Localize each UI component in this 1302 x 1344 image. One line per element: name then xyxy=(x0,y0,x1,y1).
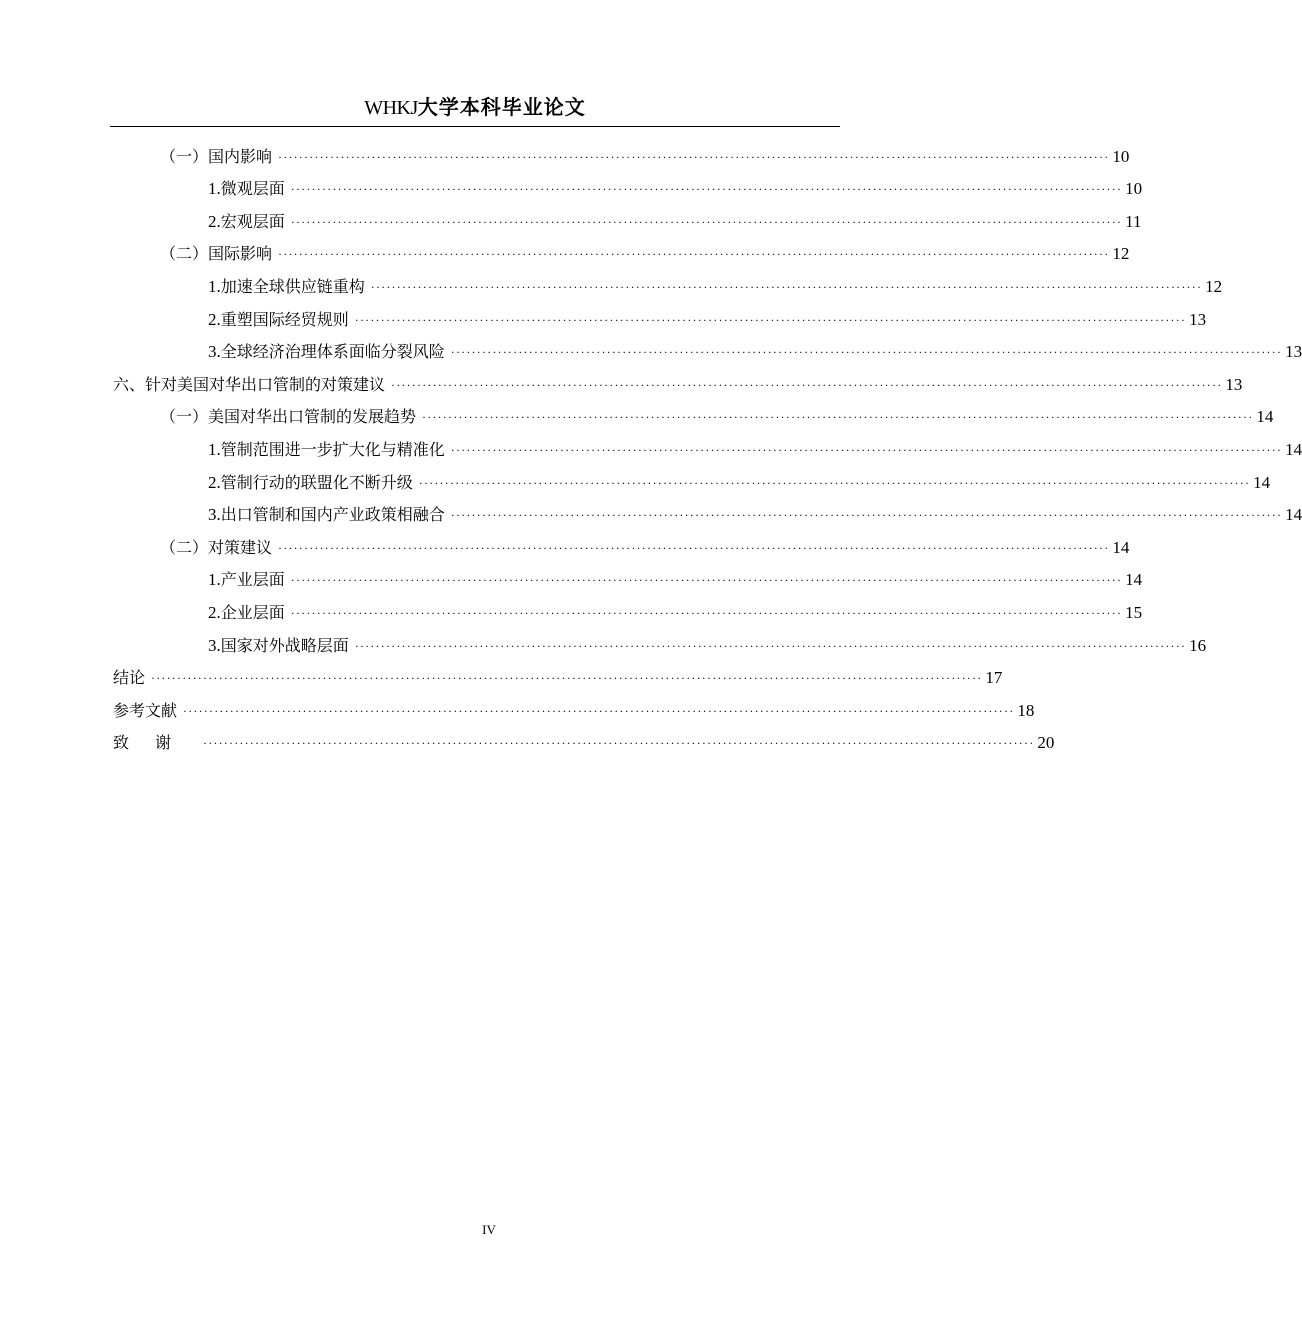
toc-entry-page: 14 xyxy=(1112,537,1130,557)
toc-entry-label: 3.全球经济治理体系面临分裂风险 xyxy=(208,342,445,362)
toc-entry-label: 2.管制行动的联盟化不断升级 xyxy=(208,472,413,492)
toc-leader-dots: ································································································································································ xyxy=(290,573,1123,588)
toc-entry-label: 2.宏观层面 xyxy=(208,211,285,231)
toc-entry-label: 3.出口管制和国内产业政策相融合 xyxy=(208,505,445,525)
toc-entry[interactable] xyxy=(113,690,1035,723)
toc-entry[interactable] xyxy=(113,527,1130,560)
toc-leader-dots: ································································································································································ xyxy=(354,638,1187,653)
toc-leader-dots: ································································································································································ xyxy=(203,736,1035,751)
toc-entry[interactable] xyxy=(113,332,1302,365)
toc-entry-label: 3.国家对外战略层面 xyxy=(208,635,349,655)
header-title-cjk: 大学本科毕业论文 xyxy=(417,95,586,119)
toc-leader-dots: ································································································································································ xyxy=(278,149,1110,164)
page-number: IV xyxy=(482,1222,496,1237)
toc-entry[interactable] xyxy=(113,397,1274,430)
toc-entry-page: 14 xyxy=(1256,407,1274,427)
toc-entry-label: （二）国际影响 xyxy=(160,244,273,264)
toc-entry[interactable] xyxy=(113,234,1130,267)
toc-entry-label: （一）美国对华出口管制的发展趋势 xyxy=(160,407,417,427)
toc-entry[interactable] xyxy=(113,723,1055,756)
toc-entry[interactable] xyxy=(113,364,1243,397)
toc-leader-dots: ································································································································································ xyxy=(290,182,1123,197)
toc-entry-page: 14 xyxy=(1125,570,1143,590)
toc-entry-page: 10 xyxy=(1125,179,1143,199)
toc-entry-page: 13 xyxy=(1189,309,1207,329)
toc-entry-page: 14 xyxy=(1285,439,1302,459)
toc-leader-dots: ································································································································································ xyxy=(354,312,1187,327)
toc-entry-page: 10 xyxy=(1112,146,1130,166)
toc-entry-page: 14 xyxy=(1285,505,1302,525)
toc-entry-label: 1.加速全球供应链重构 xyxy=(208,276,365,296)
toc-entry[interactable] xyxy=(113,462,1271,495)
toc-entry-label: 1.管制范围进一步扩大化与精准化 xyxy=(208,439,445,459)
toc-entry-label: 2.重塑国际经贸规则 xyxy=(208,309,349,329)
page-header xyxy=(110,92,840,127)
toc-entry-label: 参考文献 xyxy=(113,700,178,720)
toc-entry-page: 17 xyxy=(985,668,1003,688)
toc-leader-dots: ································································································································································ xyxy=(151,671,983,686)
toc-leader-dots: ································································································································································ xyxy=(278,540,1110,555)
toc-entry-page: 12 xyxy=(1205,276,1223,296)
toc-leader-dots: ································································································································································ xyxy=(391,377,1223,392)
toc-entry[interactable] xyxy=(113,429,1302,462)
toc-entry[interactable] xyxy=(113,299,1207,332)
toc-leader-dots: ································································································································································ xyxy=(370,279,1203,294)
toc-leader-dots: ································································································································································ xyxy=(290,605,1123,620)
toc-entry-label: 结论 xyxy=(113,668,146,688)
toc-entry[interactable] xyxy=(113,625,1207,658)
table-of-contents xyxy=(113,136,1302,755)
toc-entry-page: 20 xyxy=(1037,733,1055,753)
toc-leader-dots: ································································································································································ xyxy=(450,442,1283,457)
toc-entry-label: （二）对策建议 xyxy=(160,537,273,557)
toc-entry-page: 12 xyxy=(1112,244,1130,264)
toc-entry-page: 11 xyxy=(1125,211,1142,231)
toc-leader-dots: ································································································································································ xyxy=(278,247,1110,262)
toc-leader-dots: ································································································································································ xyxy=(450,345,1283,360)
toc-entry-page: 16 xyxy=(1189,635,1207,655)
toc-entry-label: 六、针对美国对华出口管制的对策建议 xyxy=(113,374,386,394)
toc-entry-page: 15 xyxy=(1125,602,1143,622)
toc-entry[interactable] xyxy=(113,495,1302,528)
toc-leader-dots: ································································································································································ xyxy=(422,410,1254,425)
header-title-latin: WHKJ xyxy=(364,97,418,119)
toc-leader-dots: ································································································································································ xyxy=(183,703,1015,718)
toc-leader-dots: ································································································································································ xyxy=(450,508,1283,523)
toc-entry-label: 致谢 xyxy=(113,733,198,753)
toc-entry-page: 13 xyxy=(1285,342,1302,362)
toc-entry-label: （一）国内影响 xyxy=(160,146,273,166)
toc-entry[interactable] xyxy=(113,560,1143,593)
toc-entry[interactable] xyxy=(113,592,1143,625)
toc-entry[interactable] xyxy=(113,136,1130,169)
toc-entry-label: 1.微观层面 xyxy=(208,179,285,199)
toc-entry-label: 1.产业层面 xyxy=(208,570,285,590)
toc-leader-dots: ································································································································································ xyxy=(290,214,1123,229)
toc-entry[interactable] xyxy=(113,266,1223,299)
toc-entry[interactable] xyxy=(113,169,1143,202)
toc-leader-dots: ································································································································································ xyxy=(418,475,1251,490)
toc-entry[interactable] xyxy=(113,201,1142,234)
toc-entry-page: 14 xyxy=(1253,472,1271,492)
toc-entry-label: 2.企业层面 xyxy=(208,602,285,622)
toc-entry-page: 13 xyxy=(1225,374,1243,394)
toc-entry-page: 18 xyxy=(1017,700,1035,720)
toc-entry[interactable] xyxy=(113,658,1003,691)
